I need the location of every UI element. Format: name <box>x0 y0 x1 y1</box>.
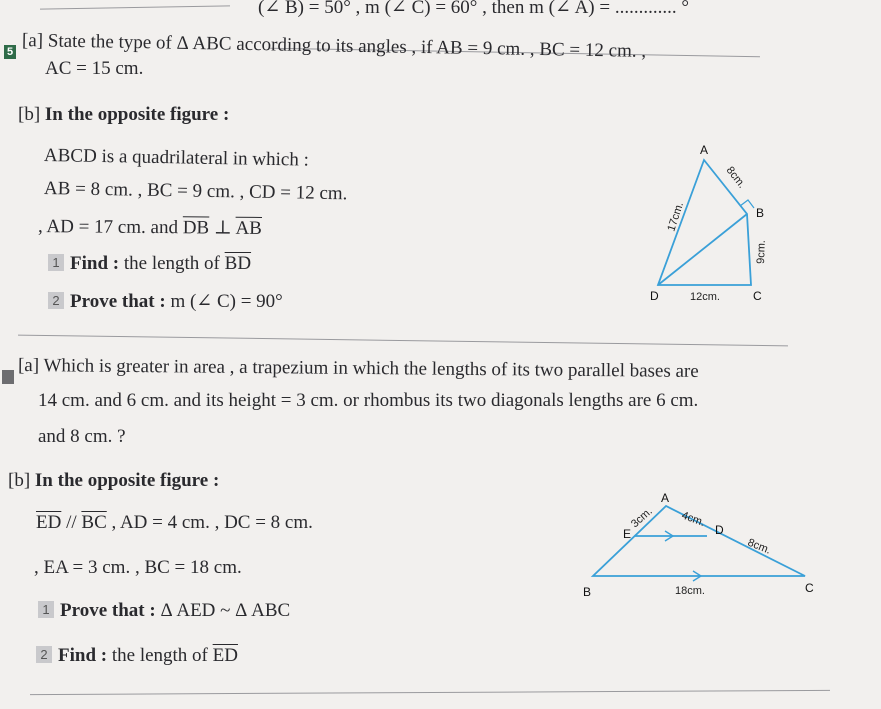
length-label-dc: 12cm. <box>690 291 720 303</box>
q5a-marker: [a] <box>21 30 44 52</box>
length-label-ab: 8cm. <box>723 164 748 191</box>
q5b-line2: AB = 8 cm. , BC = 9 cm. , CD = 12 cm. <box>43 178 348 205</box>
q6a-line3: and 8 cm. ? <box>38 426 126 447</box>
q5b-item1 <box>48 253 251 275</box>
segment-bd: $\overline{BD}$ <box>224 253 252 274</box>
length-label-dc: 8cm. <box>745 536 773 557</box>
question-number-badge <box>2 370 14 384</box>
vertex-label-c: C <box>805 581 814 595</box>
item-text: the length of <box>119 253 225 274</box>
q6a-text: Which is greater in area , a trapezium in which the lengths of its two parallel bases are <box>43 355 699 382</box>
vertex-label-d: D <box>715 523 724 537</box>
q5b-line1: ABCD is a quadrilateral in which : <box>43 145 310 171</box>
item-number: 2 <box>36 646 52 663</box>
length-label-bc: 18cm. <box>675 585 705 597</box>
q5b-marker: [b] <box>18 104 41 125</box>
q5b-line3-prefix: , AD = 17 cm. and <box>37 216 183 239</box>
q6b-item1 <box>38 600 290 622</box>
item-label: Prove that : <box>70 291 166 312</box>
length-label-bc: 9cm. <box>755 239 768 265</box>
q6b-heading-row <box>8 470 219 492</box>
item-number: 1 <box>38 601 54 618</box>
q5a-text: State the type of Δ ABC according to its angles , if AB = 9 cm. , BC = 12 cm. , <box>47 30 647 62</box>
q5a-line2: AC = 15 cm. <box>45 58 144 79</box>
item-number: 1 <box>48 254 64 271</box>
item-text: m (∠ C) = 90° <box>165 291 283 312</box>
section-divider-bottom <box>30 690 830 695</box>
parallel-symbol: // <box>61 512 82 533</box>
vertex-label-b: B <box>583 585 592 599</box>
item-label: Find : <box>58 645 108 666</box>
segment-ed: $\overline{ED}$ <box>36 512 62 533</box>
q5b-heading: In the opposite figure : <box>44 104 230 125</box>
perpendicular-symbol: ⊥ <box>209 217 236 239</box>
q6a-line1 <box>18 355 699 383</box>
q6b-line1-rest: , AD = 4 cm. , DC = 8 cm. <box>106 512 313 533</box>
q6b-line2: , EA = 3 cm. , BC = 18 cm. <box>34 557 242 578</box>
length-label-ad: 17cm. <box>665 200 687 233</box>
q5b-item2 <box>48 290 283 313</box>
item-label: Prove that : <box>60 600 156 621</box>
question-number-badge: 5 <box>4 45 16 59</box>
vertex-label-a: A <box>700 143 709 157</box>
q6a-line2: 14 cm. and 6 cm. and its height = 3 cm. or rhombus its two diagonals lengths are 6 cm. <box>38 390 699 411</box>
item-text: Δ AED ~ Δ ABC <box>155 600 291 621</box>
vertex-label-a: A <box>661 491 670 505</box>
q5b-heading-row <box>18 104 229 126</box>
vertex-label-d: D <box>650 289 659 303</box>
section-divider-middle <box>18 335 788 347</box>
item-text: the length of <box>107 645 213 666</box>
vertex-label-c: C <box>753 289 762 303</box>
q6b-line1 <box>36 512 313 534</box>
segment-bc: $\overline{BC}$ <box>81 512 107 533</box>
top-divider <box>40 5 230 9</box>
q6b-marker: [b] <box>8 470 31 491</box>
figure-triangle-abc <box>575 490 825 605</box>
vertex-label-b: B <box>756 206 765 220</box>
length-label-ea: 3cm. <box>628 505 655 531</box>
segment-ed-find: $\overline{ED}$ <box>212 645 238 666</box>
length-label-ad: 4cm. <box>679 509 707 529</box>
segment-db: $\overline{DB}$ <box>182 217 210 239</box>
figure-quadrilateral-abcd <box>640 140 790 310</box>
q6a-marker: [a] <box>17 355 40 377</box>
vertex-label-e: E <box>623 527 632 541</box>
item-label: Find : <box>70 253 120 274</box>
top-partial-line: (∠ B) = 50° , m (∠ C) = 60° , then m (∠ A) = ............. ° <box>258 0 689 18</box>
q6b-heading: In the opposite figure : <box>34 470 220 491</box>
q5b-line3 <box>38 215 262 240</box>
segment-ab: $\overline{AB}$ <box>235 217 262 239</box>
q6b-item2 <box>36 645 238 667</box>
item-number: 2 <box>48 292 64 309</box>
